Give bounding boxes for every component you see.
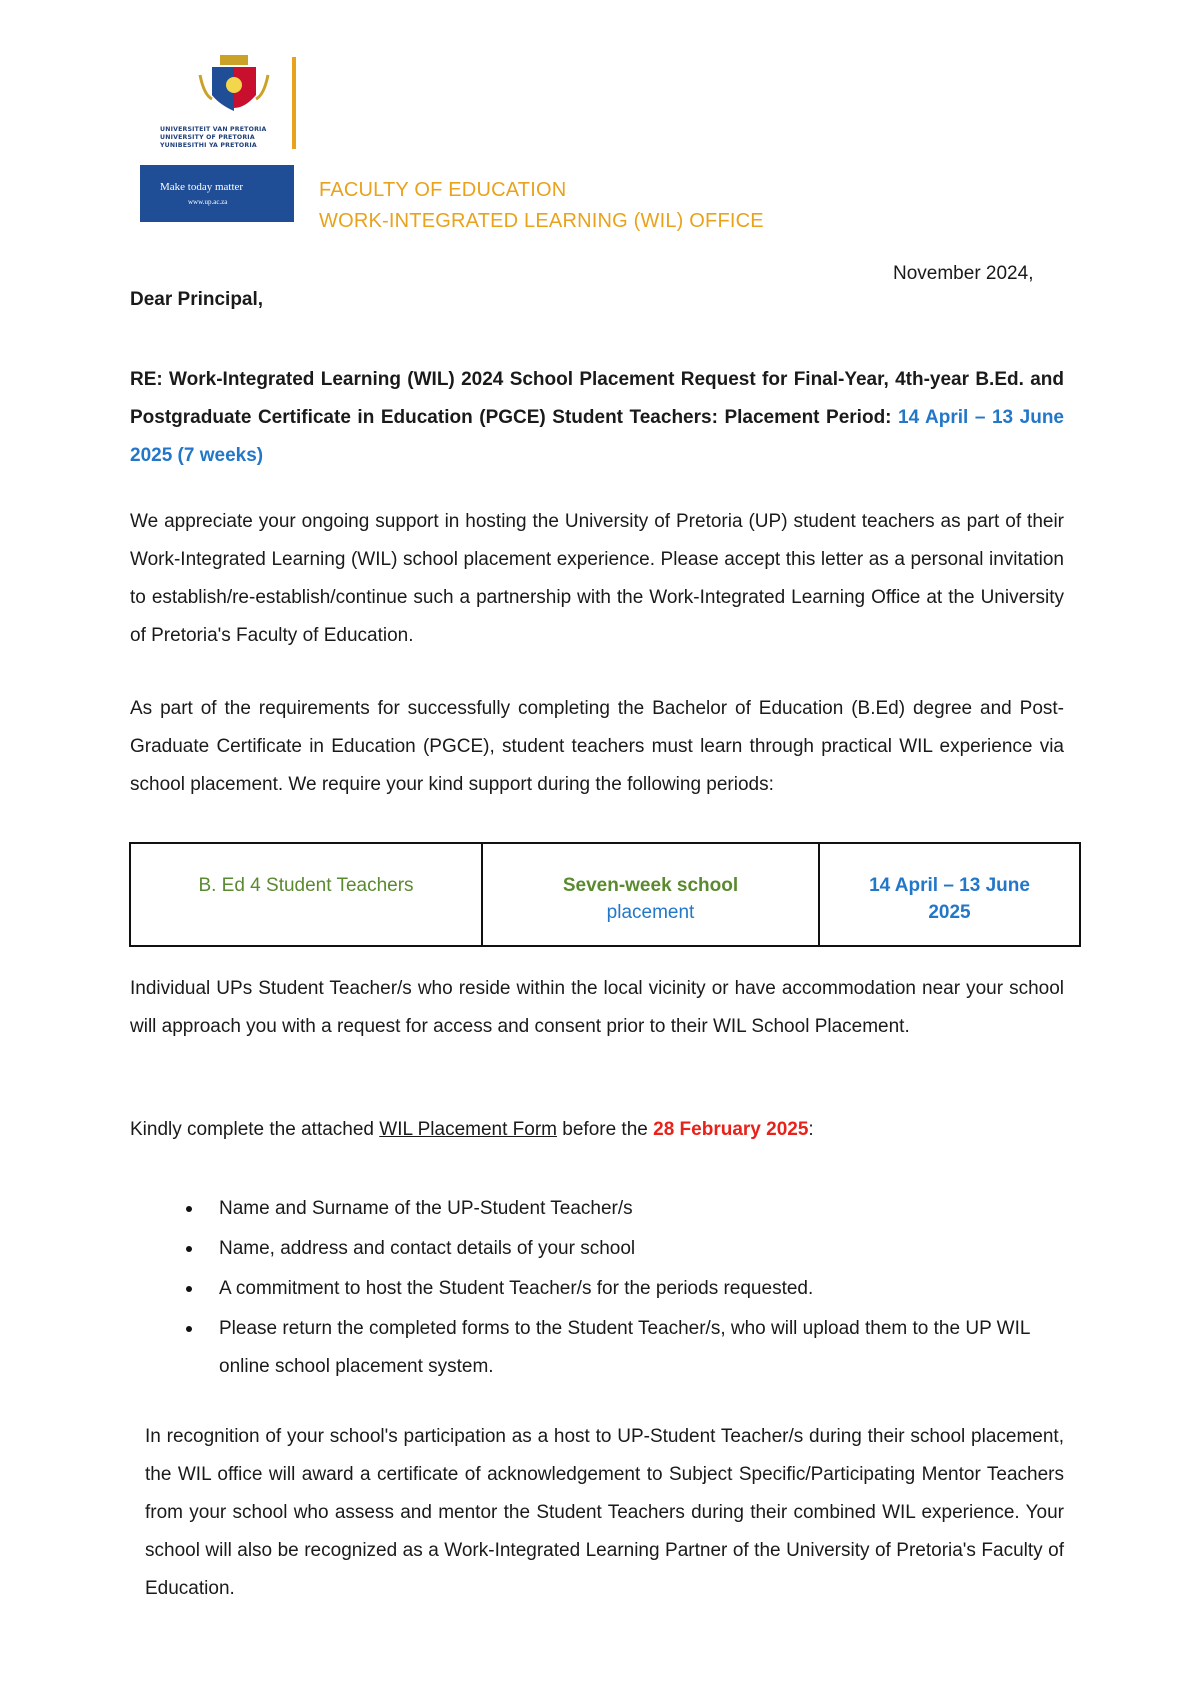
university-names <box>160 126 285 150</box>
paragraph-appreciation: We appreciate your ongoing support in hosting the University of Pretoria (UP) student teachers as part of their Work-Integrated Learning (WIL) school placement experience. Please accept this letter as a personal invitation to establish/re-establish/continue such a partnership with the Work-Integrated Learning Office at the University of Pretoria's Faculty of Education. <box>130 511 1064 646</box>
form-instruction-mid: before the <box>557 1119 654 1140</box>
wil-placement-form-link[interactable]: WIL Placement Form <box>379 1119 557 1140</box>
uni-name-afrikaans: UNIVERSITEIT VAN PRETORIA <box>160 126 267 133</box>
paragraph-requirements: As part of the requirements for successfully completing the Bachelor of Education (B.Ed) degree and Post-Graduate Certificate in Education (PGCE), student teachers must learn through practical WIL experience via school placement. We require your kind support during the following periods: <box>130 698 1064 795</box>
list-item <box>158 1190 1068 1228</box>
form-requirements-list <box>158 1190 1068 1388</box>
subject-line <box>130 361 1064 475</box>
list-item-text: Name, address and contact details of your school <box>219 1238 636 1259</box>
bullet-icon <box>186 1286 192 1292</box>
bullet-icon <box>186 1246 192 1252</box>
uni-name-english: UNIVERSITY OF PRETORIA <box>160 134 255 141</box>
faculty-line-2: WORK-INTEGRATED LEARNING (WIL) OFFICE <box>319 210 764 232</box>
placement-period: 14 April – 13 June 2025 (7 weeks) <box>130 407 1064 466</box>
list-item-text: Please return the completed forms to the Student Teacher/s, who will upload them to the UP WIL online school placement system. <box>219 1318 1030 1377</box>
subject-text: RE: Work-Integrated Learning (WIL) 2024 School Placement Request for Final-Year, 4th-year B.Ed. and Postgraduate Certificate in Education (PGCE) Student Teachers: Placement Period: <box>130 369 1064 428</box>
table-cell-cohort: B. Ed 4 Student Teachers <box>130 843 482 946</box>
list-item <box>158 1310 1068 1386</box>
placement-periods-table <box>129 842 1081 947</box>
table-cell-duration <box>482 843 819 946</box>
table-row <box>130 843 1080 946</box>
duration-line-2: placement <box>606 902 695 923</box>
paragraph-individual-students: Individual UPs Student Teacher/s who reside within the local vicinity or have accommodation near your school will approach you with a request for access and consent prior to their WIL School Placement. <box>130 978 1064 1037</box>
bullet-icon <box>186 1326 192 1332</box>
form-instruction-suffix: : <box>808 1119 814 1140</box>
bullet-icon <box>186 1206 192 1212</box>
list-item <box>158 1270 1068 1308</box>
deadline-date: 28 February 2025 <box>653 1119 809 1140</box>
greeting: Dear Principal, <box>130 289 264 310</box>
website-url: www.up.ac.za <box>188 198 228 206</box>
form-instruction-prefix: Kindly complete the attached <box>130 1119 380 1140</box>
tagline-box <box>140 165 294 222</box>
list-item-text: Name and Surname of the UP-Student Teacher/s <box>219 1198 633 1219</box>
letter-date: November 2024, <box>893 263 1034 284</box>
list-item <box>158 1230 1068 1268</box>
list-item-text: A commitment to host the Student Teacher/s for the periods requested. <box>219 1278 814 1299</box>
duration-line-1: Seven-week school <box>562 875 739 896</box>
uni-name-sepedi: YUNIBESITHI YA PRETORIA <box>160 142 257 149</box>
faculty-heading <box>319 175 764 237</box>
university-crest-logo <box>190 55 278 121</box>
logo-divider <box>292 57 296 149</box>
paragraph-recognition: In recognition of your school's participation as a host to UP-Student Teacher/s during their school placement, the WIL office will award a certificate of acknowledgement to Subject Specific/Participating Mentor Teachers from your school who assess and mentor the Student Teachers during their combined WIL experience. Your school will also be recognized as a Work-Integrated Learning Partner of the University of Pretoria's Faculty of Education. <box>145 1426 1064 1599</box>
table-cell-dates: 14 April – 13 June 2025 <box>819 843 1080 946</box>
tagline: Make today matter <box>160 181 244 193</box>
faculty-line-1: FACULTY OF EDUCATION <box>319 179 567 201</box>
paragraph-form-instruction <box>130 1111 1064 1149</box>
